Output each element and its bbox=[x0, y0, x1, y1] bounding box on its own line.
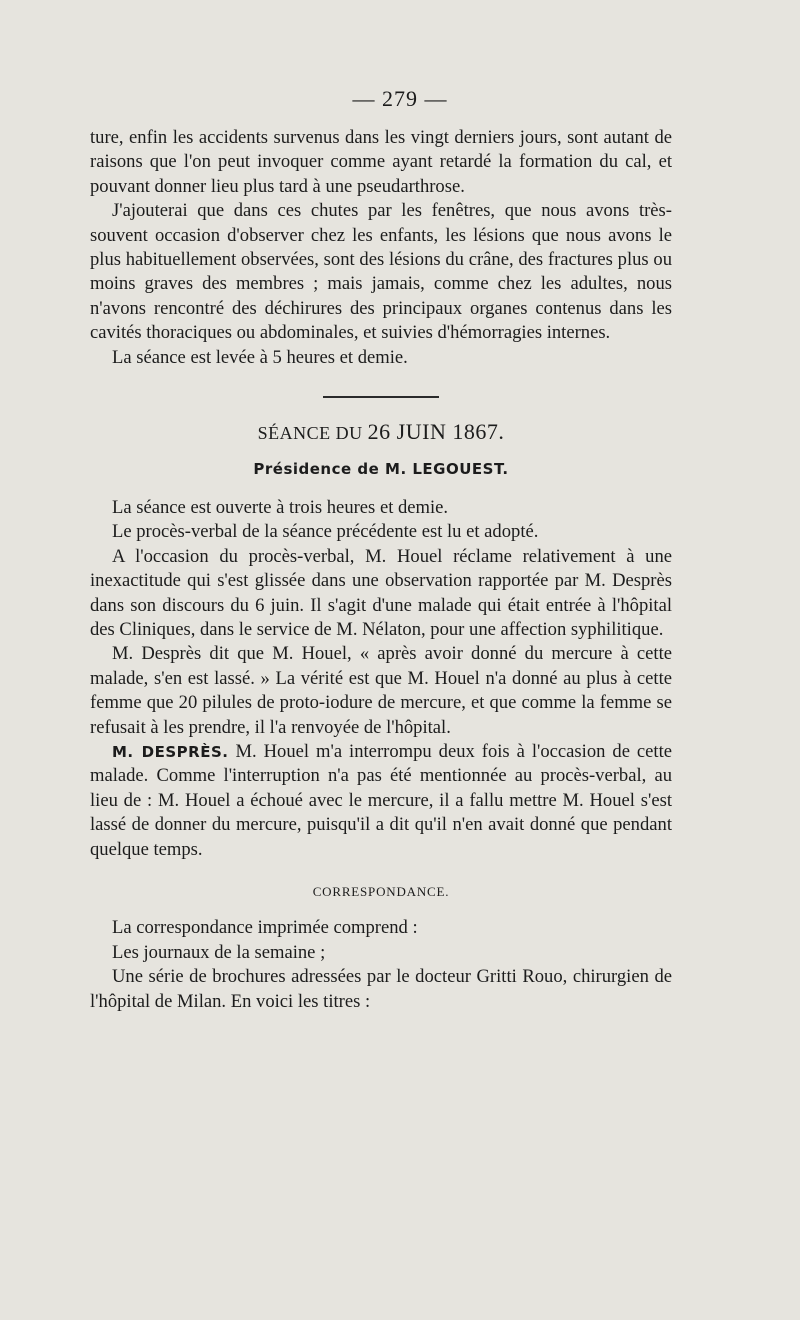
correspondance-line: Une série de brochures adressées par le docteur Gritti Rouo, chirurgien de l'hôpital de Milan. En voici les titres : bbox=[90, 966, 672, 1012]
session-label: SÉANCE DU bbox=[257, 423, 363, 444]
correspondance-line: Les journaux de la semaine ; bbox=[112, 941, 326, 963]
paragraph-ouverture: La séance est ouverte à trois heures et demie. bbox=[112, 496, 449, 518]
paragraph-seance-levee: La séance est levée à 5 heures et demie. bbox=[112, 346, 408, 368]
speaker-name: M. DESPRÈS. bbox=[112, 742, 229, 761]
section-divider bbox=[323, 396, 439, 398]
paragraph-despres-dit: M. Desprès dit que M. Houel, « après avoir donné du mercure à cette malade, s'en est lassé. » La vérité est que M. Houel n'a donné au plus à cette femme que 20 pilules de proto-iodure de mercure, et que comme la femme se refusait à les prendre, il l'a renvoyée de l'hôpital. bbox=[90, 643, 672, 738]
paragraph-continuation: ture, enfin les accidents survenus dans les vingt derniers jours, sont autant de raisons que l'on peut invoquer comme ayant retardé la formation du cal, et pouvant donner lieu plus tard à une pseudarthrose. bbox=[90, 127, 672, 197]
session-date: 26 JUIN 1867. bbox=[367, 419, 505, 445]
text-column bbox=[90, 126, 672, 1014]
paragraph-falls: J'ajouterai que dans ces chutes par les fenêtres, que nous avons très-souvent occasion d'observer chez les enfants, les lésions que nous avons le plus habituellement observées, sont des lésions du crâne, des fractures plus ou moins graves des membres ; mais jamais, comme chez les adultes, nous n'avons rencontré des déchirures des principaux organes contenus dans les cavités thoraciques ou abdominales, et suivies d'hémorragies internes. bbox=[90, 200, 672, 344]
paragraph-proces-verbal: Le procès-verbal de la séance précédente est lu et adopté. bbox=[112, 521, 539, 543]
session-heading bbox=[90, 420, 672, 445]
correspondance-line: La correspondance imprimée comprend : bbox=[112, 917, 418, 939]
paragraph-houel-reclame: A l'occasion du procès-verbal, M. Houel réclame relativement à une inexactitude qui s'est glissée dans une observation rapportée par M. Desprès dans son discours du 6 juin. Il s'agit d'une malade qui était entrée à l'hôpital des Cliniques, dans le service de M. Nélaton, pour une affection syphilitique. bbox=[90, 545, 672, 640]
speaker-text: M. Houel m'a interrompu deux fois à l'occasion de cette malade. Comme l'interruption n'a pas été mentionnée au procès-verbal, au lieu de : M. Houel a échoué avec le mercure, il a fallu mettre M. Houel s'est lassé de donner du mercure, puisqu'il a dit qu'il n'en avait donné que pendant quelque temps. bbox=[90, 740, 673, 860]
presidence-heading: Présidence de M. LEGOUEST. bbox=[253, 460, 509, 479]
page-number: — 279 — bbox=[352, 86, 448, 111]
correspondance-heading: CORRESPONDANCE. bbox=[312, 883, 450, 899]
paragraph-despres-reply bbox=[90, 740, 672, 862]
